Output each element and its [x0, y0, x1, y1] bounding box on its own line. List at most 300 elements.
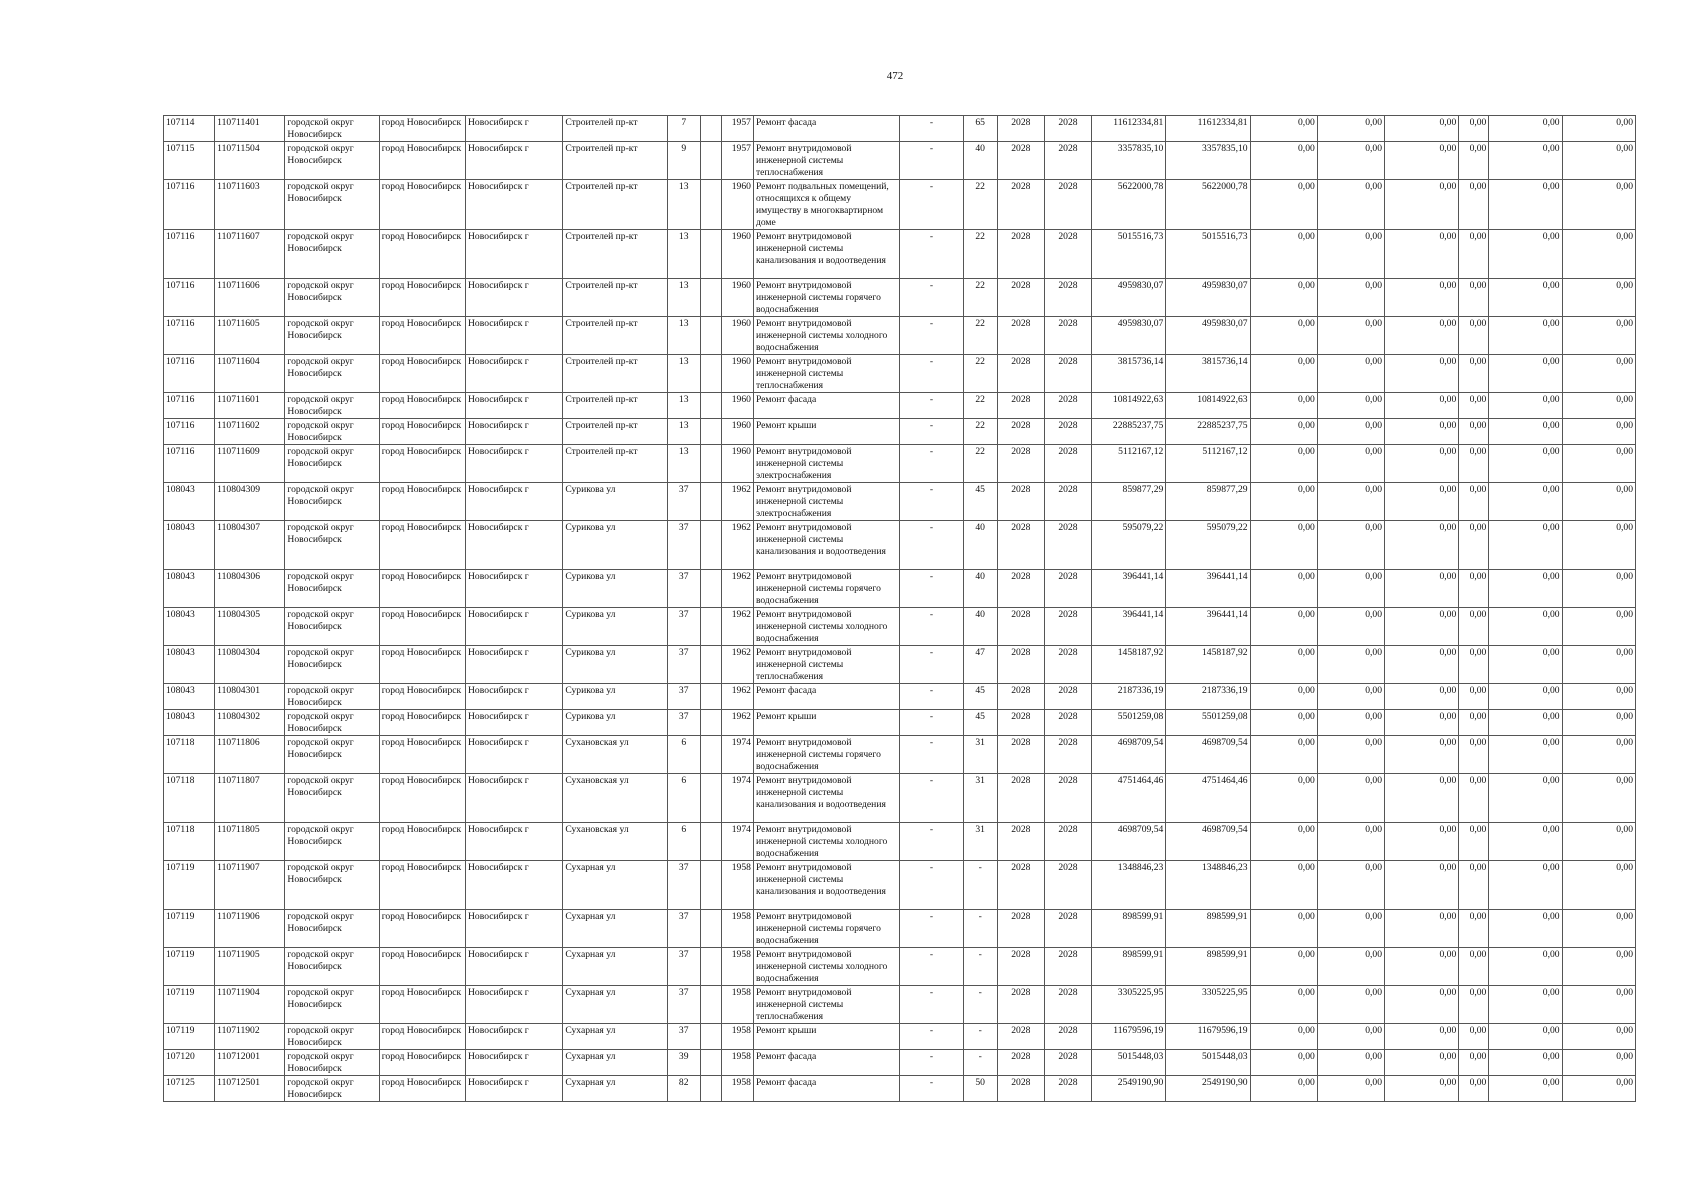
cell-amount-2: 0,00	[1317, 116, 1384, 142]
cell-municipality: городской округ Новосибирск	[285, 393, 379, 419]
cell-amount-4: 0,00	[1459, 419, 1489, 445]
cell-wear-percent: -	[963, 910, 997, 948]
cell-street: Сурикова ул	[563, 710, 667, 736]
cell-amount-1: 0,00	[1250, 1050, 1317, 1076]
cell-plan-year-end: 2028	[1044, 646, 1091, 684]
cell-cost-fund: 5501259,08	[1166, 710, 1250, 736]
cell-amount-6: 0,00	[1562, 180, 1635, 230]
cell-cost-fund: 2549190,90	[1166, 1076, 1250, 1102]
cell-settlement: город Новосибирск	[379, 483, 465, 521]
cell-build-year: 1960	[721, 279, 753, 317]
cell-build-year: 1962	[721, 608, 753, 646]
cell-build-year: 1960	[721, 230, 753, 279]
cell-empty-mark: -	[900, 355, 963, 393]
cell-cost-total: 2549190,90	[1092, 1076, 1166, 1102]
cell-plan-year-end: 2028	[1044, 948, 1091, 986]
cell-municipality: городской округ Новосибирск	[285, 521, 379, 570]
cell-amount-4: 0,00	[1459, 684, 1489, 710]
cell-city: Новосибирск г	[466, 910, 563, 948]
cell-work-type: Ремонт внутридомовой инженерной системы горячего водоснабжения	[753, 736, 899, 774]
cell-plan-year-start: 2028	[997, 180, 1044, 230]
cell-plan-year-end: 2028	[1044, 355, 1091, 393]
cell-plan-year-start: 2028	[997, 986, 1044, 1024]
cell-row-id: 108043	[164, 570, 215, 608]
cell-cost-total: 2187336,19	[1092, 684, 1166, 710]
cell-work-id: 110711401	[215, 116, 285, 142]
cell-city: Новосибирск г	[466, 1050, 563, 1076]
cell-plan-year-end: 2028	[1044, 445, 1091, 483]
cell-amount-1: 0,00	[1250, 355, 1317, 393]
cell-row-id: 108043	[164, 521, 215, 570]
cell-plan-year-end: 2028	[1044, 710, 1091, 736]
cell-street: Сухарная ул	[563, 1024, 667, 1050]
cell-work-id: 110711906	[215, 910, 285, 948]
cell-amount-1: 0,00	[1250, 948, 1317, 986]
cell-amount-5: 0,00	[1489, 355, 1562, 393]
cell-amount-4: 0,00	[1459, 393, 1489, 419]
cell-amount-2: 0,00	[1317, 646, 1384, 684]
cell-building	[700, 116, 721, 142]
cell-amount-3: 0,00	[1385, 445, 1459, 483]
cell-city: Новосибирск г	[466, 483, 563, 521]
cell-cost-fund: 595079,22	[1166, 521, 1250, 570]
cell-work-type: Ремонт крыши	[753, 1024, 899, 1050]
cell-settlement: город Новосибирск	[379, 570, 465, 608]
cell-wear-percent: 45	[963, 684, 997, 710]
cell-amount-5: 0,00	[1489, 570, 1562, 608]
cell-amount-6: 0,00	[1562, 608, 1635, 646]
cell-house-number: 37	[667, 684, 700, 710]
cell-wear-percent: 31	[963, 823, 997, 861]
cell-street: Строителей пр-кт	[563, 317, 667, 355]
cell-amount-4: 0,00	[1459, 445, 1489, 483]
cell-work-id: 110711907	[215, 861, 285, 910]
cell-building	[700, 608, 721, 646]
cell-settlement: город Новосибирск	[379, 521, 465, 570]
cell-amount-2: 0,00	[1317, 1050, 1384, 1076]
cell-amount-1: 0,00	[1250, 684, 1317, 710]
cell-amount-2: 0,00	[1317, 710, 1384, 736]
cell-cost-total: 898599,91	[1092, 910, 1166, 948]
cell-plan-year-start: 2028	[997, 483, 1044, 521]
cell-cost-fund: 1458187,92	[1166, 646, 1250, 684]
cell-plan-year-start: 2028	[997, 608, 1044, 646]
cell-street: Строителей пр-кт	[563, 445, 667, 483]
cell-plan-year-start: 2028	[997, 823, 1044, 861]
cell-city: Новосибирск г	[466, 948, 563, 986]
cell-amount-2: 0,00	[1317, 445, 1384, 483]
cell-amount-1: 0,00	[1250, 230, 1317, 279]
cell-row-id: 107119	[164, 948, 215, 986]
cell-cost-fund: 4959830,07	[1166, 317, 1250, 355]
cell-street: Строителей пр-кт	[563, 116, 667, 142]
table-row	[164, 116, 1636, 142]
cell-amount-6: 0,00	[1562, 861, 1635, 910]
cell-empty-mark: -	[900, 230, 963, 279]
cell-row-id: 107119	[164, 986, 215, 1024]
cell-street: Сухарная ул	[563, 1076, 667, 1102]
cell-plan-year-start: 2028	[997, 736, 1044, 774]
cell-settlement: город Новосибирск	[379, 608, 465, 646]
cell-city: Новосибирск г	[466, 230, 563, 279]
cell-settlement: город Новосибирск	[379, 116, 465, 142]
cell-wear-percent: -	[963, 986, 997, 1024]
cell-house-number: 37	[667, 948, 700, 986]
cell-cost-fund: 5015516,73	[1166, 230, 1250, 279]
cell-cost-fund: 898599,91	[1166, 910, 1250, 948]
cell-amount-1: 0,00	[1250, 910, 1317, 948]
cell-work-type: Ремонт внутридомовой инженерной системы электроснабжения	[753, 483, 899, 521]
cell-empty-mark: -	[900, 736, 963, 774]
cell-settlement: город Новосибирск	[379, 393, 465, 419]
cell-work-id: 110712001	[215, 1050, 285, 1076]
cell-plan-year-start: 2028	[997, 279, 1044, 317]
cell-cost-total: 5015516,73	[1092, 230, 1166, 279]
cell-amount-1: 0,00	[1250, 393, 1317, 419]
cell-amount-6: 0,00	[1562, 684, 1635, 710]
cell-amount-5: 0,00	[1489, 142, 1562, 180]
cell-street: Сурикова ул	[563, 684, 667, 710]
cell-amount-5: 0,00	[1489, 646, 1562, 684]
cell-amount-3: 0,00	[1385, 986, 1459, 1024]
cell-building	[700, 710, 721, 736]
cell-wear-percent: 50	[963, 1076, 997, 1102]
cell-settlement: город Новосибирск	[379, 317, 465, 355]
cell-amount-2: 0,00	[1317, 521, 1384, 570]
cell-wear-percent: 22	[963, 279, 997, 317]
cell-city: Новосибирск г	[466, 142, 563, 180]
table-row	[164, 910, 1636, 948]
cell-amount-5: 0,00	[1489, 116, 1562, 142]
cell-building	[700, 684, 721, 710]
cell-municipality: городской округ Новосибирск	[285, 419, 379, 445]
cell-amount-6: 0,00	[1562, 393, 1635, 419]
cell-amount-4: 0,00	[1459, 279, 1489, 317]
cell-wear-percent: 45	[963, 483, 997, 521]
cell-row-id: 107116	[164, 317, 215, 355]
cell-municipality: городской округ Новосибирск	[285, 180, 379, 230]
cell-house-number: 37	[667, 646, 700, 684]
cell-municipality: городской округ Новосибирск	[285, 279, 379, 317]
table-row	[164, 986, 1636, 1024]
cell-amount-3: 0,00	[1385, 710, 1459, 736]
cell-build-year: 1962	[721, 646, 753, 684]
cell-amount-5: 0,00	[1489, 986, 1562, 1024]
cell-amount-3: 0,00	[1385, 116, 1459, 142]
cell-work-type: Ремонт внутридомовой инженерной системы горячего водоснабжения	[753, 279, 899, 317]
cell-build-year: 1957	[721, 142, 753, 180]
cell-plan-year-end: 2028	[1044, 736, 1091, 774]
cell-row-id: 107116	[164, 180, 215, 230]
cell-cost-total: 4751464,46	[1092, 774, 1166, 823]
cell-work-id: 110804307	[215, 521, 285, 570]
cell-amount-2: 0,00	[1317, 986, 1384, 1024]
cell-settlement: город Новосибирск	[379, 1024, 465, 1050]
cell-amount-3: 0,00	[1385, 646, 1459, 684]
cell-amount-1: 0,00	[1250, 521, 1317, 570]
cell-work-type: Ремонт внутридомовой инженерной системы холодного водоснабжения	[753, 317, 899, 355]
cell-plan-year-start: 2028	[997, 230, 1044, 279]
table-row	[164, 823, 1636, 861]
cell-empty-mark: -	[900, 608, 963, 646]
cell-empty-mark: -	[900, 1024, 963, 1050]
cell-amount-4: 0,00	[1459, 608, 1489, 646]
cell-street: Строителей пр-кт	[563, 230, 667, 279]
cell-building	[700, 910, 721, 948]
cell-work-type: Ремонт внутридомовой инженерной системы горячего водоснабжения	[753, 570, 899, 608]
cell-municipality: городской округ Новосибирск	[285, 1024, 379, 1050]
cell-settlement: город Новосибирск	[379, 948, 465, 986]
cell-settlement: город Новосибирск	[379, 1050, 465, 1076]
cell-house-number: 6	[667, 774, 700, 823]
cell-amount-2: 0,00	[1317, 180, 1384, 230]
cell-wear-percent: 47	[963, 646, 997, 684]
cell-amount-2: 0,00	[1317, 483, 1384, 521]
cell-municipality: городской округ Новосибирск	[285, 483, 379, 521]
cell-city: Новосибирск г	[466, 608, 563, 646]
cell-cost-total: 10814922,63	[1092, 393, 1166, 419]
cell-house-number: 37	[667, 710, 700, 736]
cell-city: Новосибирск г	[466, 317, 563, 355]
cell-row-id: 108043	[164, 684, 215, 710]
cell-plan-year-end: 2028	[1044, 774, 1091, 823]
cell-work-type: Ремонт внутридомовой инженерной системы теплоснабжения	[753, 646, 899, 684]
cell-amount-4: 0,00	[1459, 774, 1489, 823]
cell-house-number: 37	[667, 1024, 700, 1050]
table-row	[164, 317, 1636, 355]
cell-empty-mark: -	[900, 774, 963, 823]
cell-empty-mark: -	[900, 1076, 963, 1102]
cell-empty-mark: -	[900, 180, 963, 230]
cell-building	[700, 861, 721, 910]
cell-municipality: городской округ Новосибирск	[285, 116, 379, 142]
cell-city: Новосибирск г	[466, 684, 563, 710]
cell-municipality: городской округ Новосибирск	[285, 736, 379, 774]
cell-house-number: 37	[667, 570, 700, 608]
cell-build-year: 1960	[721, 317, 753, 355]
cell-amount-3: 0,00	[1385, 570, 1459, 608]
cell-empty-mark: -	[900, 445, 963, 483]
cell-settlement: город Новосибирск	[379, 230, 465, 279]
cell-amount-5: 0,00	[1489, 483, 1562, 521]
cell-cost-total: 4959830,07	[1092, 317, 1166, 355]
table-row	[164, 948, 1636, 986]
table-row	[164, 684, 1636, 710]
table-row	[164, 570, 1636, 608]
table-row	[164, 1024, 1636, 1050]
cell-work-type: Ремонт внутридомовой инженерной системы холодного водоснабжения	[753, 948, 899, 986]
cell-plan-year-start: 2028	[997, 142, 1044, 180]
cell-cost-total: 396441,14	[1092, 570, 1166, 608]
cell-cost-total: 4959830,07	[1092, 279, 1166, 317]
cell-building	[700, 774, 721, 823]
cell-build-year: 1962	[721, 570, 753, 608]
cell-amount-5: 0,00	[1489, 419, 1562, 445]
cell-street: Сухарная ул	[563, 948, 667, 986]
cell-cost-total: 5501259,08	[1092, 710, 1166, 736]
cell-street: Сухановская ул	[563, 823, 667, 861]
cell-amount-3: 0,00	[1385, 948, 1459, 986]
cell-plan-year-start: 2028	[997, 774, 1044, 823]
cell-plan-year-start: 2028	[997, 1024, 1044, 1050]
cell-plan-year-end: 2028	[1044, 1076, 1091, 1102]
cell-street: Строителей пр-кт	[563, 393, 667, 419]
cell-amount-2: 0,00	[1317, 230, 1384, 279]
cell-cost-total: 1348846,23	[1092, 861, 1166, 910]
cell-plan-year-start: 2028	[997, 1076, 1044, 1102]
cell-build-year: 1960	[721, 393, 753, 419]
cell-empty-mark: -	[900, 570, 963, 608]
cell-plan-year-start: 2028	[997, 1050, 1044, 1076]
cell-street: Строителей пр-кт	[563, 279, 667, 317]
table-row	[164, 142, 1636, 180]
cell-street: Строителей пр-кт	[563, 180, 667, 230]
cell-plan-year-end: 2028	[1044, 986, 1091, 1024]
cell-amount-5: 0,00	[1489, 608, 1562, 646]
cell-settlement: город Новосибирск	[379, 419, 465, 445]
cell-house-number: 37	[667, 986, 700, 1024]
cell-amount-1: 0,00	[1250, 1024, 1317, 1050]
cell-work-id: 110711807	[215, 774, 285, 823]
cell-wear-percent: 22	[963, 230, 997, 279]
cell-settlement: город Новосибирск	[379, 445, 465, 483]
cell-house-number: 37	[667, 861, 700, 910]
cell-empty-mark: -	[900, 948, 963, 986]
table-row	[164, 1050, 1636, 1076]
cell-amount-5: 0,00	[1489, 710, 1562, 736]
cell-settlement: город Новосибирск	[379, 861, 465, 910]
cell-municipality: городской округ Новосибирск	[285, 646, 379, 684]
cell-amount-4: 0,00	[1459, 910, 1489, 948]
repair-registry-table	[163, 115, 1636, 1102]
cell-cost-fund: 5015448,03	[1166, 1050, 1250, 1076]
cell-building	[700, 393, 721, 419]
cell-cost-fund: 3815736,14	[1166, 355, 1250, 393]
cell-plan-year-end: 2028	[1044, 1024, 1091, 1050]
cell-work-type: Ремонт фасада	[753, 1076, 899, 1102]
cell-building	[700, 948, 721, 986]
cell-amount-3: 0,00	[1385, 419, 1459, 445]
cell-amount-3: 0,00	[1385, 521, 1459, 570]
cell-plan-year-end: 2028	[1044, 419, 1091, 445]
cell-cost-fund: 4698709,54	[1166, 736, 1250, 774]
cell-amount-5: 0,00	[1489, 736, 1562, 774]
cell-municipality: городской округ Новосибирск	[285, 774, 379, 823]
cell-amount-6: 0,00	[1562, 910, 1635, 948]
cell-row-id: 107119	[164, 1024, 215, 1050]
cell-amount-1: 0,00	[1250, 570, 1317, 608]
table-row	[164, 710, 1636, 736]
cell-work-type: Ремонт фасада	[753, 116, 899, 142]
cell-cost-fund: 396441,14	[1166, 570, 1250, 608]
cell-amount-4: 0,00	[1459, 646, 1489, 684]
cell-building	[700, 1076, 721, 1102]
cell-row-id: 107118	[164, 736, 215, 774]
cell-work-type: Ремонт внутридомовой инженерной системы теплоснабжения	[753, 355, 899, 393]
cell-amount-3: 0,00	[1385, 910, 1459, 948]
cell-cost-total: 595079,22	[1092, 521, 1166, 570]
cell-build-year: 1960	[721, 355, 753, 393]
cell-plan-year-end: 2028	[1044, 279, 1091, 317]
cell-amount-4: 0,00	[1459, 1050, 1489, 1076]
cell-amount-6: 0,00	[1562, 948, 1635, 986]
cell-row-id: 107116	[164, 230, 215, 279]
cell-plan-year-start: 2028	[997, 521, 1044, 570]
cell-city: Новосибирск г	[466, 986, 563, 1024]
cell-empty-mark: -	[900, 521, 963, 570]
cell-build-year: 1958	[721, 861, 753, 910]
cell-amount-3: 0,00	[1385, 483, 1459, 521]
cell-plan-year-start: 2028	[997, 419, 1044, 445]
cell-amount-3: 0,00	[1385, 1076, 1459, 1102]
cell-amount-3: 0,00	[1385, 684, 1459, 710]
cell-work-type: Ремонт внутридомовой инженерной системы горячего водоснабжения	[753, 910, 899, 948]
cell-amount-2: 0,00	[1317, 684, 1384, 710]
cell-work-type: Ремонт фасада	[753, 1050, 899, 1076]
cell-plan-year-end: 2028	[1044, 393, 1091, 419]
cell-row-id: 107118	[164, 823, 215, 861]
cell-cost-fund: 4751464,46	[1166, 774, 1250, 823]
cell-cost-fund: 22885237,75	[1166, 419, 1250, 445]
cell-amount-5: 0,00	[1489, 948, 1562, 986]
cell-house-number: 37	[667, 608, 700, 646]
cell-amount-2: 0,00	[1317, 823, 1384, 861]
cell-building	[700, 823, 721, 861]
cell-row-id: 107118	[164, 774, 215, 823]
cell-amount-3: 0,00	[1385, 1050, 1459, 1076]
cell-building	[700, 355, 721, 393]
cell-municipality: городской округ Новосибирск	[285, 986, 379, 1024]
cell-work-id: 110804309	[215, 483, 285, 521]
cell-amount-1: 0,00	[1250, 710, 1317, 736]
cell-build-year: 1960	[721, 419, 753, 445]
cell-wear-percent: 65	[963, 116, 997, 142]
cell-plan-year-end: 2028	[1044, 570, 1091, 608]
cell-street: Сухарная ул	[563, 861, 667, 910]
cell-work-id: 110711805	[215, 823, 285, 861]
cell-empty-mark: -	[900, 986, 963, 1024]
cell-amount-3: 0,00	[1385, 180, 1459, 230]
cell-amount-3: 0,00	[1385, 142, 1459, 180]
cell-city: Новосибирск г	[466, 1024, 563, 1050]
cell-city: Новосибирск г	[466, 355, 563, 393]
cell-empty-mark: -	[900, 910, 963, 948]
table-row	[164, 355, 1636, 393]
cell-cost-fund: 5622000,78	[1166, 180, 1250, 230]
cell-empty-mark: -	[900, 684, 963, 710]
table-row	[164, 483, 1636, 521]
cell-plan-year-end: 2028	[1044, 608, 1091, 646]
cell-amount-1: 0,00	[1250, 646, 1317, 684]
cell-settlement: город Новосибирск	[379, 646, 465, 684]
cell-wear-percent: 22	[963, 419, 997, 445]
cell-cost-total: 4698709,54	[1092, 823, 1166, 861]
cell-amount-5: 0,00	[1489, 521, 1562, 570]
cell-plan-year-start: 2028	[997, 684, 1044, 710]
cell-house-number: 7	[667, 116, 700, 142]
cell-plan-year-end: 2028	[1044, 823, 1091, 861]
cell-amount-6: 0,00	[1562, 1050, 1635, 1076]
cell-build-year: 1962	[721, 521, 753, 570]
cell-cost-fund: 4698709,54	[1166, 823, 1250, 861]
cell-house-number: 13	[667, 317, 700, 355]
cell-amount-4: 0,00	[1459, 986, 1489, 1024]
cell-plan-year-start: 2028	[997, 570, 1044, 608]
cell-amount-1: 0,00	[1250, 861, 1317, 910]
cell-wear-percent: 40	[963, 142, 997, 180]
cell-empty-mark: -	[900, 1050, 963, 1076]
cell-street: Строителей пр-кт	[563, 419, 667, 445]
